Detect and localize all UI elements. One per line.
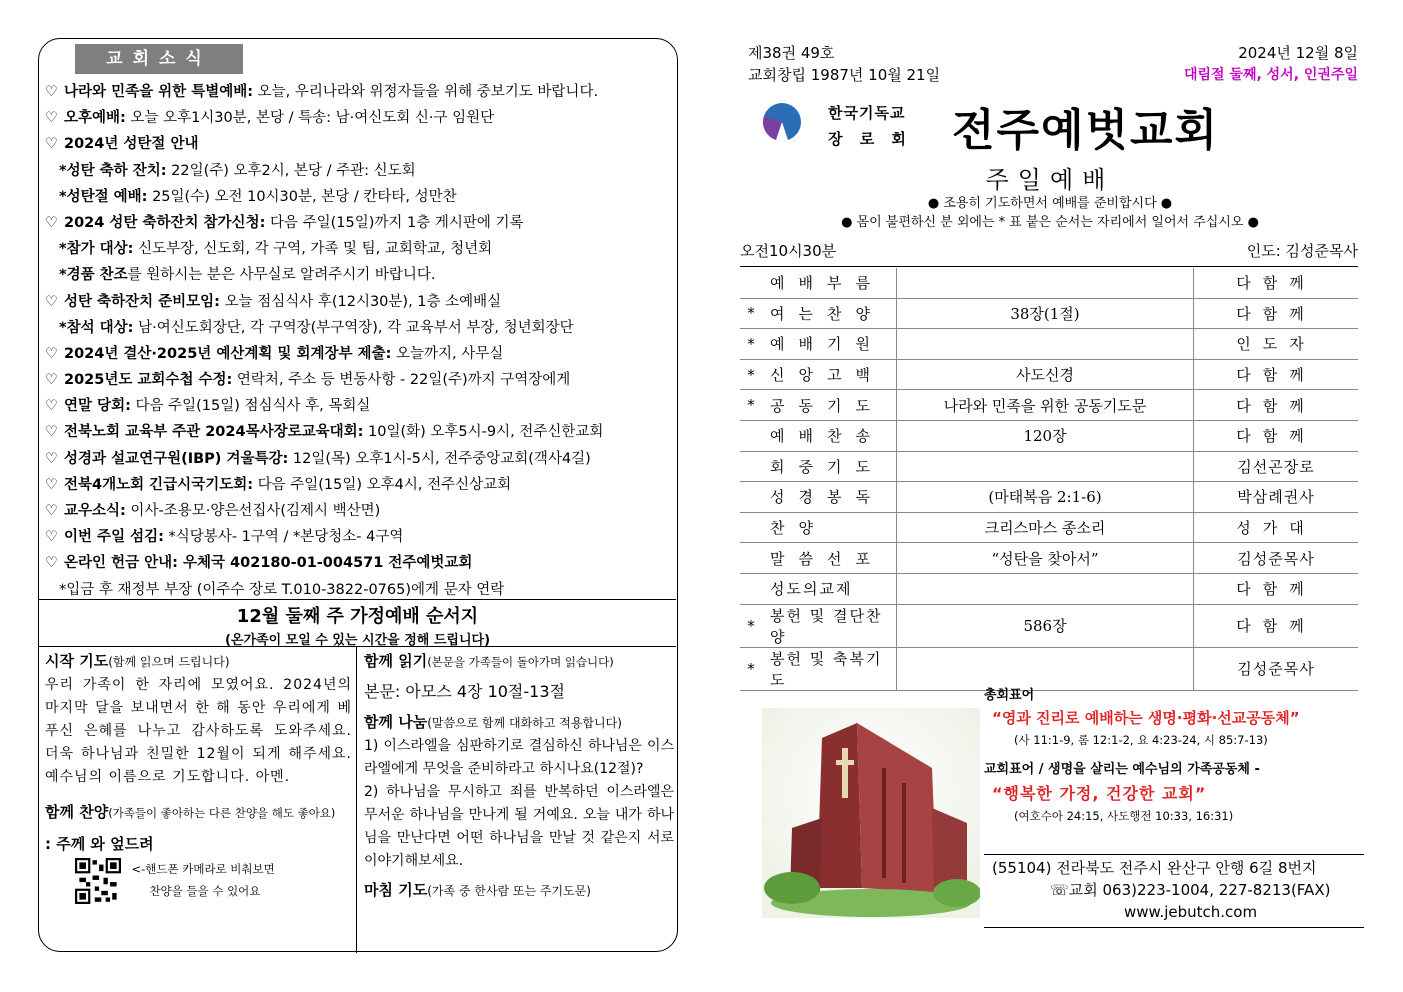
opening-prayer-label: 시작 기도 [45,652,109,670]
order-who [1194,298,1359,329]
general-motto-refs: (사 11:1-9, 롬 12:1-2, 요 4:23-24, 시 85:7-13) [1014,733,1268,747]
order-content [897,604,1194,647]
news-item-label: *참가 대상: [59,241,134,258]
church-news-header: 교회소식 [75,44,243,74]
order-item [762,482,897,513]
order-item-text: 예배기원 [770,335,884,354]
news-item [45,131,673,157]
heart-icon: ♡ [45,398,58,415]
order-star-text: * [747,616,755,635]
order-star [740,390,762,421]
service-time: 오전10시30분 [740,242,837,260]
church-motto-refs: (여호수아 24:15, 사도행전 10:33, 16:31) [1014,809,1234,823]
scripture-passage: 본문: 아모스 4장 10절-13절 [364,682,565,701]
order-who [1194,573,1359,604]
heart-icon: ♡ [45,476,58,493]
heart-icon: ♡ [45,345,58,362]
news-item [45,158,673,184]
news-item-label: 연말 당회: [64,398,131,415]
order-star-text: * [747,304,755,323]
denomination-line-1: 한국기독교 [828,104,906,122]
opening-prayer-note: (함께 읽으며 드립니다) [108,655,230,669]
news-item-text: 오늘, 우리나라와 위정자들을 위해 중보기도 바랍니다. [253,84,599,100]
order-content-text: 사도신경 [1016,366,1074,385]
news-item [45,210,673,236]
news-item-text: 22일(주) 오후2시, 본당 / 주관: 신도회 [166,162,416,179]
order-content [897,512,1194,543]
order-who [1194,390,1359,421]
news-item-text: 연락처, 주소 등 변동사항 - 22일(주)까지 구역장에게 [232,372,571,389]
service-title: 주일예배 [985,166,1115,194]
qr-note-2: 찬양을 들을 수 있어요 [149,884,261,898]
order-item [762,604,897,647]
order-who [1194,543,1359,574]
order-item-text: 성도의교제 [770,580,853,599]
news-item-label: *경품 찬조 [59,267,128,284]
closing-prayer-note: (가족 중 한사람 또는 주기도문) [427,884,591,898]
order-who [1194,482,1359,513]
order-content [897,268,1194,298]
service-note-2: ● 몸이 불편하신 분 외에는 * 표 붙은 순서는 자리에서 일어서 주십시오 ● [841,215,1259,230]
church-name: 전주예벗교회 [952,105,1220,156]
order-star [740,604,762,647]
order-item [762,451,897,482]
news-item-text: 오늘 점심식사 후(12시30분), 1층 소예배실 [219,293,502,310]
order-item [762,420,897,451]
news-item [45,393,673,419]
heart-icon: ♡ [45,214,58,231]
denomination [828,100,912,152]
question-1: 1) 이스라엘을 심판하기로 결심하신 하나님은 이스라엘에게 무엇을 준비하라고 하시나요(12절)? [364,738,674,777]
general-motto: “영과 진리로 예배하는 생명·평화·선교공동체” [992,709,1300,727]
order-star-text: * [747,365,755,384]
order-content [897,329,1194,360]
service-time-row [740,236,1358,267]
order-who [1194,512,1359,543]
news-item-label: 오후예배: [64,110,126,127]
family-worship-subtitle: (온가족이 모일 수 있는 시간을 정해 드립니다) [224,633,491,648]
order-star [740,573,762,604]
order-star-text: * [747,396,755,415]
reading-label: 함께 읽기 [364,652,428,670]
news-item-label: *성탄 축하 잔치: [59,162,167,179]
heart-icon: ♡ [45,293,58,310]
order-item-text: 봉헌 및 결단찬양 [770,606,883,646]
worship-order-row [740,390,1358,421]
order-item [762,298,897,329]
news-item-text: *식당봉사- 1구역 / *본당청소- 4구역 [163,529,404,546]
worship-order-row [740,543,1358,574]
news-item-label: 교우소식: [64,503,126,519]
order-who [1194,268,1359,298]
news-item-label: *참석 대상: [59,319,134,336]
order-item-text: 찬양 [770,519,827,538]
order-star-text: * [747,334,755,353]
news-item [45,79,673,105]
news-item-label: 2024년 결산·2025년 예산계획 및 회계장부 제출: [64,345,392,362]
news-item [45,262,673,288]
order-star-text: * [747,659,755,678]
heart-icon: ♡ [45,136,58,153]
news-item-text: 25일(수) 오전 10시30분, 본당 / 칸타타, 성만찬 [147,188,457,205]
family-left-column [39,647,357,953]
sharing-label: 함께 나눔 [364,713,428,731]
worship-order-row [740,420,1358,451]
family-worship-section [39,599,676,952]
order-who-text: 김선곤장로 [1237,457,1315,476]
news-item-label: 2024년 성탄절 안내 [64,136,199,153]
news-item-text: 오늘 오후1시30분, 본당 / 특송: 남·여신도회 신·구 임원단 [125,110,495,127]
hymn-label: 함께 찬양 [45,803,109,821]
contact-section [984,854,1364,928]
order-item-text: 예배부름 [770,274,884,293]
order-content [897,482,1194,513]
order-item-text: 신앙고백 [770,366,884,385]
order-item-text: 공동기도 [770,396,884,415]
hymn-title: : 주께 와 엎드려 [45,835,154,853]
news-item-text: 다음 주일(15일) 점심식사 후, 목회실 [130,398,371,415]
worship-order-row [740,512,1358,543]
news-item-label: 성탄 축하잔치 준비모임: [64,293,220,310]
general-motto-label: 총회표어 [984,688,1035,703]
heart-icon: ♡ [45,84,58,100]
order-who-text: 다함께 [1236,274,1316,293]
news-item-text: 다음 주일(15일)까지 1층 게시판에 기록 [265,214,524,231]
opening-prayer-text: 우리 가족이 한 자리에 모였어요. 2024년의 마지막 달을 보내면서 한 해 동안 우리에게 베푸신 은혜를 나누고 감사하도록 도와주세요. 더욱 하나님과 친밀한 12월이 되게 해주세요. 예수님의 이름으로 기도합니다. 아멘. [45,677,352,785]
church-motto: “행복한 가정, 건강한 교회” [992,784,1207,803]
order-who-text: 다함께 [1236,580,1316,599]
order-content [897,390,1194,421]
order-item [762,543,897,574]
order-who [1194,329,1359,360]
order-star [740,512,762,543]
order-item-text: 여는찬양 [770,304,884,323]
heart-icon: ♡ [45,555,58,572]
news-item-text: 신도부장, 신도회, 각 구역, 가족 및 팀, 교회학교, 청년회 [133,241,493,258]
order-who [1194,420,1359,451]
news-item-text: 다음 주일(15일) 오후4시, 전주신상교회 [253,476,512,493]
news-item [45,498,673,524]
news-item [45,472,673,498]
sharing-note: (말씀으로 함께 대화하고 적용합니다) [427,716,622,730]
news-item-label: 전북4개노회 긴급시국기도회: [64,476,254,493]
order-item [762,512,897,543]
order-item [762,359,897,390]
news-item [45,105,673,131]
news-item-label: 성경과 설교연구원(IBP) 겨울특강: [64,450,289,467]
order-content-text: 586장 [1023,617,1067,636]
order-content-text: 크리스마스 종소리 [984,519,1106,538]
closing-prayer-label: 마침 기도 [364,881,428,899]
order-who-text: 다함께 [1236,617,1316,636]
news-item-text: 10일(화) 오후5시-9시, 전주신한교회 [363,424,604,441]
order-item-text: 예배찬송 [770,427,884,446]
order-content-text: 38장(1절) [1010,304,1080,323]
heart-icon: ♡ [45,503,58,519]
heart-icon: ♡ [45,372,58,389]
church-address: (55104) 전라북도 전주시 완산구 안행 6길 8번지 [992,859,1317,877]
service-notes [740,194,1360,232]
news-item [45,315,673,341]
order-star [740,329,762,360]
news-item-text: 남·여신도회장단, 각 구역장(부구역장), 각 교육부서 부장, 청년회장단 [133,319,574,336]
order-content [897,298,1194,329]
family-right-column [358,647,678,956]
worship-order-row [740,329,1358,360]
heart-icon: ♡ [45,424,58,441]
order-content [897,573,1194,604]
heart-icon: ♡ [45,450,58,467]
order-star [740,268,762,298]
order-who-text: 김성준목사 [1237,549,1315,568]
heart-icon: ♡ [45,110,58,127]
news-item [45,446,673,472]
church-phone: ☏교회 063)223-1004, 227-8213(FAX) [1050,881,1331,899]
qr-note-1: <-핸드폰 카메라로 비춰보면 [131,862,275,876]
news-item-text: *입금 후 재정부 부장 (이주수 장로 T.010-3822-0765)에게 문자 연락 [59,581,505,598]
worship-order-row [740,482,1358,513]
church-motto-label: 교회표어 / 생명을 살리는 예수님의 가족공동체 - [984,762,1260,777]
order-item [762,329,897,360]
worship-order-row [740,359,1358,390]
order-star [740,451,762,482]
news-item [45,341,673,367]
order-item [762,390,897,421]
order-who-text: 다함께 [1236,366,1316,385]
question-2: 2) 하나님을 무시하고 죄를 반복하던 이스라엘은 무서운 하나님을 만나게 될 거예요. 오늘 내가 하나님을 만난다면 어떤 하나님을 만날 것 같은지 서로 이야기해보세요. [364,784,674,869]
service-note-1: ● 조용히 기도하면서 예배를 준비합시다 ● [927,196,1173,211]
volume-number: 제38권 49호 [748,44,835,62]
news-item-text: 12일(목) 오후1시-5시, 전주중앙교회(객사4길) [288,450,591,467]
worship-order-row [740,604,1358,647]
church-logo-icon [762,102,802,142]
order-star [740,482,762,513]
order-star [740,543,762,574]
order-who-text: 박삼례권사 [1237,488,1315,507]
order-content-text: 120장 [1023,427,1067,446]
order-star [740,420,762,451]
qr-code-icon[interactable] [75,858,121,904]
news-item [45,236,673,262]
order-who-text: 다함께 [1236,427,1316,446]
news-item [45,289,673,315]
worship-order-row [740,298,1358,329]
news-item-label: 이번 주일 섬김: [64,529,164,546]
sunday-name: 대림절 둘째, 성서, 인권주일 [1183,67,1358,83]
order-who-text: 다함께 [1236,304,1316,323]
news-item [45,550,673,576]
church-website[interactable]: www.jebutch.com [1124,903,1258,921]
left-panel [38,38,678,952]
news-item-text: 오늘까지, 사무실 [391,345,504,362]
worship-order-row [740,268,1358,298]
news-item-text: 이사-조용모·양은선집사(김제시 백산면) [125,503,381,519]
order-who [1194,604,1359,647]
news-item-label: 전북노회 교육부 주관 2024목사장로교육대회: [64,424,364,441]
news-item-label: *성탄절 예배: [59,188,148,205]
order-who [1194,451,1359,482]
church-news-list [45,79,673,603]
order-content-text: (마태복음 2:1-6) [988,488,1102,507]
order-item-text: 말씀선포 [770,549,884,568]
worship-order-row [740,573,1358,604]
church-building-photo [762,708,980,918]
news-item-label: 나라와 민족을 위한 특별예배: [64,84,254,100]
news-item-label: 온라인 헌금 안내: 우체국 402180-01-004571 전주예벗교회 [64,555,473,572]
order-who-text: 김성준목사 [1237,660,1315,679]
order-who [1194,359,1359,390]
order-item [762,647,897,690]
news-item [45,524,673,550]
order-item-text: 회중기도 [770,457,884,476]
service-leader: 인도: 김성준목사 [1246,242,1358,260]
order-item-text: 성경봉독 [770,488,884,507]
order-content [897,451,1194,482]
reading-note: (본문을 가족들이 돌아가며 읽습니다) [427,655,614,669]
heart-icon: ♡ [45,529,58,546]
order-content [897,359,1194,390]
order-item [762,268,897,298]
denomination-line-2: 장 로 회 [828,130,912,148]
news-item [45,367,673,393]
news-item-label: 2024 성탄 축하잔치 참가신청: [64,214,266,231]
news-item-text: 를 원하시는 분은 사무실로 알려주시기 바랍니다. [127,267,436,284]
order-who-text: 성가대 [1236,519,1316,538]
founding-date: 교회창립 1987년 10월 21일 [748,66,941,84]
order-content-text: “성탄을 찾아서” [991,549,1099,568]
news-item [45,184,673,210]
family-worship-title: 12월 둘째 주 가정예배 순서지 [236,606,479,627]
order-star [740,647,762,690]
worship-order-table [740,268,1358,691]
order-item-text: 봉헌 및 축복기도 [770,649,883,689]
order-star [740,359,762,390]
motto-section [984,684,1364,824]
bulletin-date: 2024년 12월 8일 [1238,44,1358,62]
order-star [740,298,762,329]
order-who-text: 다함께 [1236,396,1316,415]
news-item-label: 2025년도 교회수첩 수정: [64,372,233,389]
news-item [45,419,673,445]
order-content [897,543,1194,574]
order-who-text: 인도자 [1236,335,1316,354]
order-content [897,420,1194,451]
hymn-note: (가족들이 좋아하는 다른 찬양을 해도 좋아요) [108,806,336,820]
order-item [762,573,897,604]
order-content-text: 나라와 민족을 위한 공동기도문 [943,396,1147,415]
worship-order-row [740,451,1358,482]
